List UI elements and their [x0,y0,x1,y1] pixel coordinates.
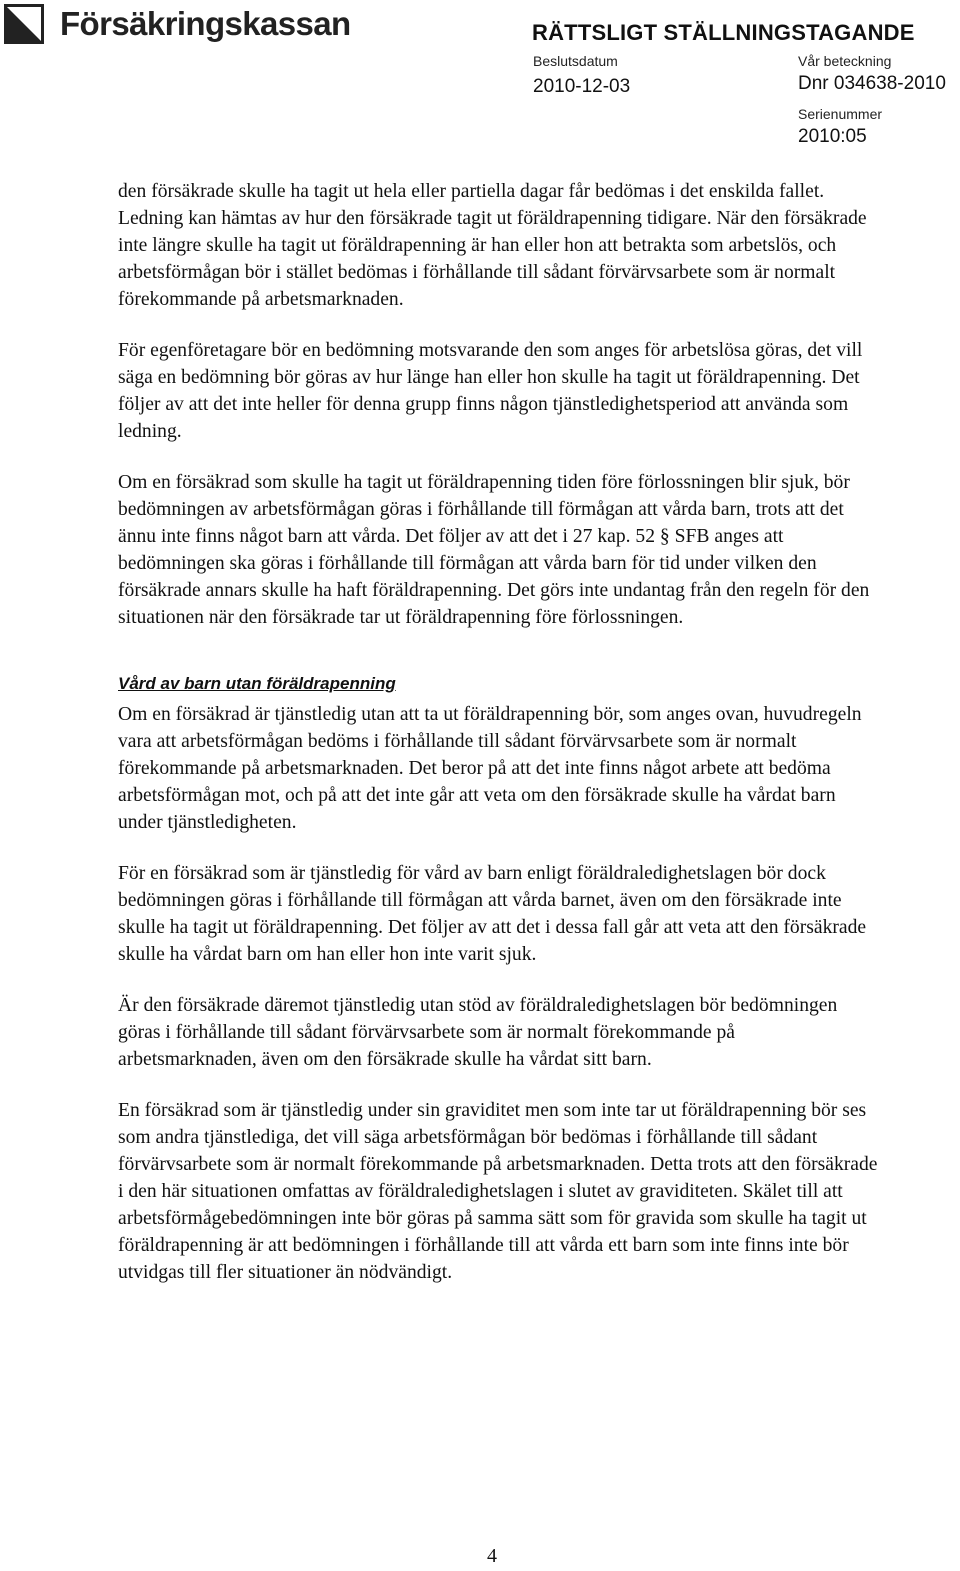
paragraph: Är den försäkrade däremot tjänstledig utan stöd av föräldraledighetslagen bör bedömningen göras i förhållande till sådant förvärvsarbete som är normalt förekommande på arbetsmarknaden, även om den försäkrade skulle ha vårdat sitt barn. [118,995,838,1070]
serial-label: Serienummer [798,106,883,122]
paragraph: den försäkrade skulle ha tagit ut hela eller partiella dagar får bedömas i det enskilda fallet. Ledning kan hämtas av hur den försäkrade tagit ut föräldrapenning tidigare. När den försäkrade inte längre skulle ha tagit ut föräldrapenning är han eller hon att betrakta som arbetslös, och arbetsförmågan bör i stället bedömas i förhållande till sådant förvärvsarbete som är normalt förekommande på arbetsmarknaden. [118,181,867,310]
reference-number: Dnr 034638-2010 [798,73,946,94]
page-number: 4 [487,1545,497,1567]
document-body [118,178,878,1286]
paragraph: En försäkrad som är tjänstledig under sin graviditet men som inte tar ut föräldrapenning bör ses som andra tjänstlediga, det vill säga arbetsförmågan bör bedömas i förhållande till sådant förvärvsarbete som är normalt förekommande på arbetsmarknaden. Detta trots att den försäkrade i den här situationen omfattas av föräldraledighetslagen i slutet av graviditeten. Skälet till att arbetsförmågebedömningen inte bör göras på samma sätt som för gravida som skulle ha tagit ut föräldrapenning är att bedömningen i förhållande till att vårda ett barn som inte finns inte bör utvidgas till fler situationer än nödvändigt. [118,1100,878,1283]
paragraph: För egenföretagare bör en bedömning motsvarande den som anges för arbetslösa göras, det vill säga en bedömning bör göras av hur länge han eller hon skulle ha tagit ut föräldrapenning. Det följer av att det inte heller för denna grupp finns någon tjänstledighetsperiod att använda som ledning. [118,340,863,442]
paragraph: Om en försäkrad som skulle ha tagit ut föräldrapenning tiden före förlossningen blir sjuk, bör bedömningen av arbetsförmågan göras i förhållande till förmågan att vårda barn, trots att det ännu inte finns något barn att vårda. Det följer av att det i 27 kap. 52 § SFB anges att bedömningen ska göras i förhållande till förmågan att vårda barn för tid under vilken den försäkrade annars skulle ha haft föräldrapenning. Det görs inte undantag från den regeln för den situationen när den försäkrade tar ut föräldrapenning före förlossningen. [118,472,870,628]
logo-mark-icon [4,4,44,44]
logo-text: Försäkringskassan [60,5,351,42]
paragraph: För en försäkrad som är tjänstledig för vård av barn enligt föräldraledighetslagen bör dock bedömningen göras i förhållande till förmågan att vårda barnet, även om den försäkrade inte skulle ha tagit ut föräldrapenning. Det följer av att det i dessa fall går att veta att den försäkrade skulle ha vårdat barn om han eller hon inte varit sjuk. [118,863,867,965]
decision-date: 2010-12-03 [533,76,631,97]
decision-date-label: Beslutsdatum [533,53,618,69]
section-heading: Vård av barn utan föräldrapenning [118,674,396,693]
document-type: RÄTTSLIGT STÄLLNINGSTAGANDE [532,20,915,45]
serial-number: 2010:05 [798,126,867,147]
logo [4,4,351,44]
reference-label: Vår beteckning [798,53,892,69]
paragraph: Om en försäkrad är tjänstledig utan att ta ut föräldrapenning bör, som anges ovan, huvudregeln vara att arbetsförmågan bedöms i förhållande till sådant förvärvsarbete som är normalt förekommande på arbetsmarknaden. Det beror på att det inte finns något arbete att bedöma arbetsförmågan mot, och på att det inte går att veta om den försäkrade skulle ha vårdat barn under tjänstledigheten. [118,704,862,833]
